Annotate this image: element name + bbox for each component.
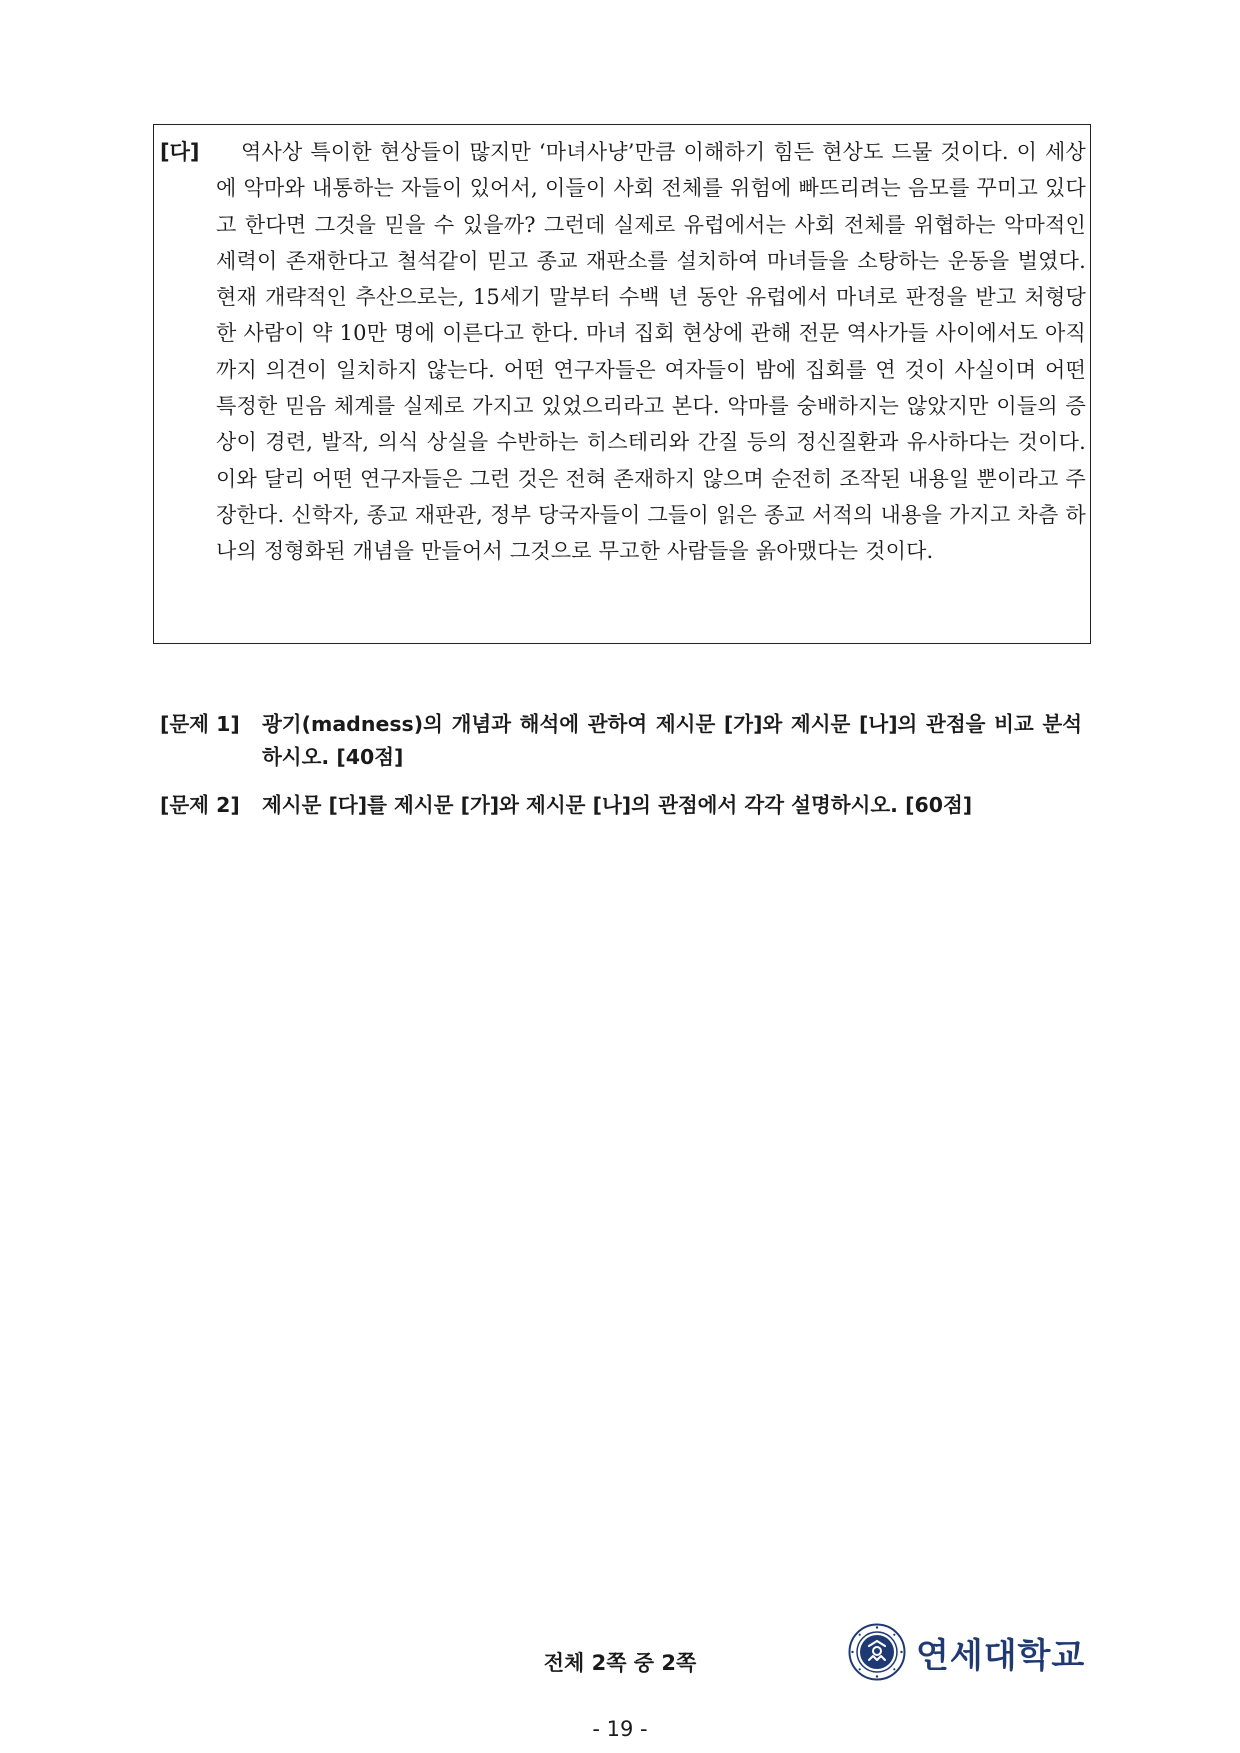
question-1-text: 광기(madness)의 개념과 해석에 관하여 제시문 [가]와 제시문 [나]의 관점을 비교 분석하시오. [40점]: [262, 712, 1082, 769]
question-2-text: 제시문 [다]를 제시문 [가]와 제시문 [나]의 관점에서 각각 설명하시오. [60점]: [262, 793, 973, 817]
passage-text: [216, 134, 1086, 570]
question-2-label: [문제 2]: [160, 793, 240, 817]
page-number: - 19 -: [592, 1717, 648, 1741]
university-name: 연세대학교: [916, 1635, 1086, 1676]
question-2: [160, 789, 1082, 822]
university-logo: [848, 1623, 1085, 1681]
passage-box: [153, 124, 1091, 644]
question-1: [160, 708, 1082, 774]
passage-body: 역사상 특이한 현상들이 많지만 ‘마녀사냥’만큼 이해하기 힘든 현상도 드물 것이다. 이 세상에 악마와 내통하는 자들이 있어서, 이들이 사회 전체를 위험에 빠뜨리려는 음모를 꾸미고 있다고 한다면 그것을 믿을 수 있을까? 그런데 실제로 유럽에서는 사회 전체를 위협하는 악마적인 세력이 존재한다고 철석같이 믿고 종교 재판소를 설치하여 마녀들을 소탕하는 운동을 벌였다. 현재 개략적인 추산으로는, 15세기 말부터 수백 년 동안 유럽에서 마녀로 판정을 받고 처형당한 사람이 약 10만 명에 이른다고 한다. 마녀 집회 현상에 관해 전문 역사가들 사이에서도 아직까지 의견이 일치하지 않는다. 어떤 연구자들은 여자들이 밤에 집회를 연 것이 사실이며 어떤 특정한 믿음 체계를 실제로 가지고 있었으리라고 본다. 악마를 숭배하지는 않았지만 이들의 증상이 경련, 발작, 의식 상실을 수반하는 히스테리와 간질 등의 정신질환과 유사하다는 것이다. 이와 달리 어떤 연구자들은 그런 것은 전혀 존재하지 않으며 순전히 조작된 내용일 뿐이라고 주장한다. 신학자, 종교 재판관, 정부 당국자들이 그들이 읽은 종교 서적의 내용을 가지고 차츰 하나의 정형화된 개념을 만들어서 그것으로 무고한 사람들을 옭아맸다는 것이다.: [216, 140, 1086, 564]
university-seal-icon: [848, 1623, 906, 1681]
page-count: 전체 2쪽 중 2쪽: [543, 1651, 697, 1675]
question-1-label: [문제 1]: [160, 712, 240, 736]
passage-label: [다]: [160, 140, 200, 164]
